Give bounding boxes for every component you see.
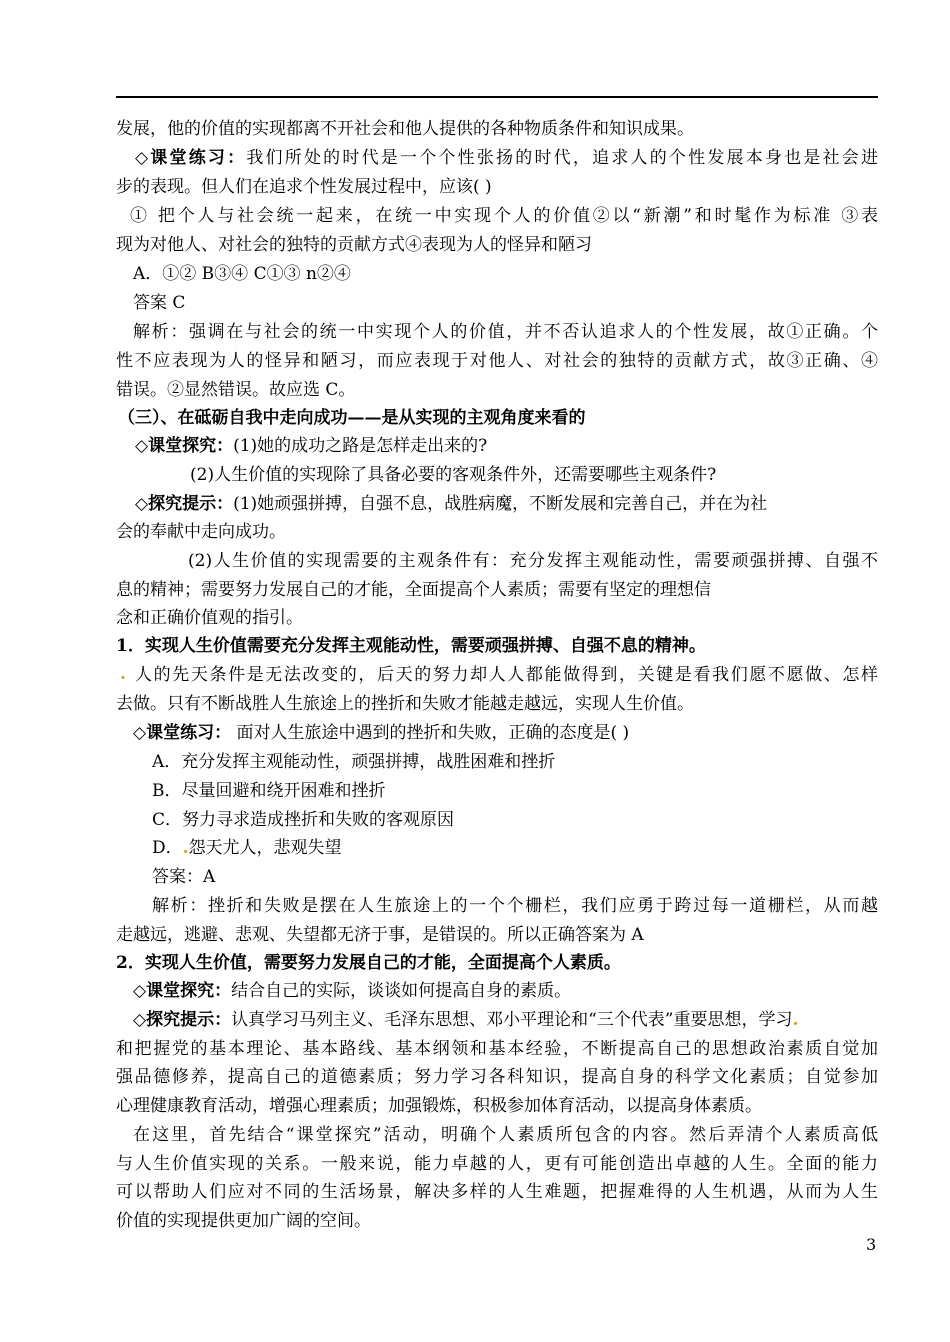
text-line: 息的精神；需要努力发展自己的才能，全面提高个人素质；需要有坚定的理想信 (116, 580, 711, 600)
text-line (135, 434, 897, 458)
page-number: 3 (866, 1235, 877, 1254)
text-span: (1)她顽强拼搏，自强不息，战胜病魔，不断发展和完善自己，并在为社 (233, 494, 768, 514)
text-line: 可以帮助人们应对不同的生活场景，解决多样的人生难题，把握难得的人生机遇，从而为人生 (116, 1182, 878, 1202)
text-line: 和把握党的基本理论、基本路线、基本纲领和基本经验，不断提高自己的思想政治素质自觉加 (116, 1039, 878, 1059)
text-span: 我们所处的时代是一个个性张扬的时代，追求人的个性发展本身也是社会进 (246, 148, 878, 168)
option-line: B．尽量回避和绕开困难和挫折 (152, 781, 386, 801)
section-label: ◇课堂探究： (133, 981, 232, 1001)
text-span: (1)她的成功之路是怎样走出来的? (233, 436, 488, 456)
text-span: 结合自己的实际，谈谈如何提高自身的素质。 (231, 981, 572, 1001)
text-line: 与人生价值实现的关系。一般来说，能力卓越的人，更有可能创造出卓越的人生。全面的能力 (116, 1154, 878, 1174)
option-line: D．.怨天尤人，悲观失望 (152, 838, 342, 858)
answer-line: 答案：A (152, 867, 216, 887)
section-label: ◇课堂练习： (135, 148, 247, 168)
text-line: 念和正确价值观的指引。 (116, 608, 303, 628)
text-span: 面对人生旅途中遇到的挫折和失败，正确的态度是( ) (231, 723, 630, 743)
text-line: 会的奉献中走向成功。 (116, 522, 286, 542)
text-line (135, 492, 897, 516)
section-label: ◇课堂练习： (133, 723, 232, 743)
option-line: C．努力寻求造成挫折和失败的客观原因 (152, 810, 455, 830)
text-line: 解析：挫折和失败是摆在人生旅途上的一个个栅栏，我们应勇于跨过每一道栅栏，从而越 (152, 896, 878, 916)
marker-dot: . (120, 664, 126, 684)
section-label: ◇探究提示： (135, 494, 234, 514)
text-line: ① 把个人与社会统一起来，在统一中实现个人的价值②以“新潮”和时髦作为标准 ③表 (130, 206, 878, 226)
option-line: A．①② B③④ C①③ n②④ (133, 264, 351, 284)
text-line: 走越远，逃避、悲观、失望都无济于事，是错误的。所以正确答案为 A (116, 925, 644, 945)
text-line: 价值的实现提供更加广阔的空间。 (116, 1211, 371, 1231)
text-line: 现为对他人、对社会的独特的贡献方式④表现为人的怪异和陋习 (116, 235, 592, 255)
section-label: ◇探究提示： (133, 1010, 232, 1030)
text-line: 人的先天条件是无法改变的，后天的努力却人人都能做得到，关键是看我们愿不愿做、怎样 (135, 665, 878, 685)
text-line: 发展，他的价值的实现都离不开社会和他人提供的各种物质条件和知识成果。 (116, 119, 694, 139)
marker-dot: . (792, 1010, 799, 1030)
section-heading: 1．实现人生价值需要充分发挥主观能动性，需要顽强拼搏、自强不息的精神。 (116, 636, 706, 656)
text-line: 在这里，首先结合“课堂探究”活动，明确个人素质所包含的内容。然后弄清个人素质高低 (133, 1125, 878, 1145)
text-line: (2)人生价值的实现需要的主观条件有：充分发挥主观能动性，需要顽强拼搏、自强不 (188, 551, 878, 571)
text-line: (2)人生价值的实现除了具备必要的客观条件外，还需要哪些主观条件? (190, 465, 717, 485)
text-line (133, 979, 895, 1003)
section-label: ◇课堂探究： (135, 436, 234, 456)
text-line: 去做。只有不断战胜人生旅途上的挫折和失败才能越走越远，实现人生价值。 (116, 694, 694, 714)
header-rule (116, 96, 878, 98)
text-line: 解析：强调在与社会的统一中实现个人的价值，并不否认追求人的个性发展，故①正确。个 (133, 322, 878, 342)
section-heading: （三）、在砥砺自我中走向成功——是从实现的主观角度来看的 (118, 408, 586, 428)
text-line (135, 146, 878, 170)
marker-dot: . (182, 838, 189, 858)
text-line: 错误。②显然错误。故应选 C。 (116, 380, 356, 400)
text-line: 性不应表现为人的怪异和陋习，而应表现于对他人、对社会的独特的贡献方式，故③正确、④ (116, 351, 878, 371)
text-line (133, 721, 895, 745)
option-line: A．充分发挥主观能动性，顽强拼搏，战胜困难和挫折 (152, 752, 556, 772)
text-line: 步的表现。但人们在追求个性发展过程中，应该( ) (116, 177, 492, 197)
text-span: 认真学习马列主义、毛泽东思想、邓小平理论和“三个代表”重要思想，学习 (231, 1010, 793, 1030)
text-line: 心理健康教育活动，增强心理素质；加强锻炼，积极参加体育活动，以提高身体素质。 (116, 1096, 762, 1116)
text-line: 强品德修养，提高自己的道德素质；努力学习各科知识，提高自身的科学文化素质；自觉参加 (116, 1067, 878, 1087)
section-heading: 2．实现人生价值，需要努力发展自己的才能，全面提高个人素质。 (116, 953, 621, 973)
text-line (133, 1008, 878, 1032)
answer-line: 答案 C (133, 293, 186, 313)
